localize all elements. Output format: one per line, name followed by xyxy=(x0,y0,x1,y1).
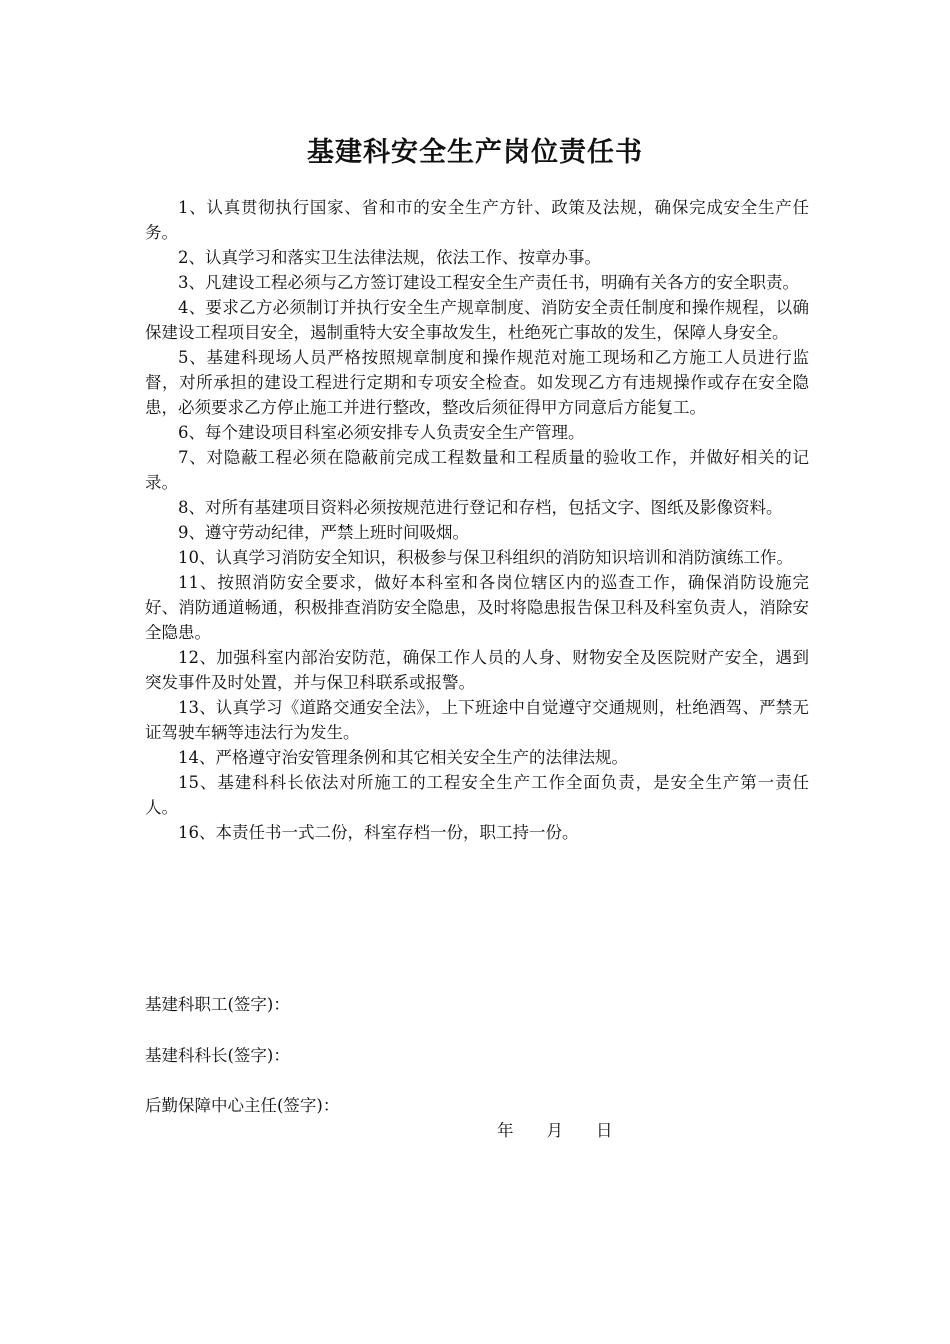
list-item: 7、对隐蔽工程必须在隐蔽前完成工程数量和工程质量的验收工作，并做好相关的记录。 xyxy=(145,448,809,492)
list-item: 9、遵守劳动纪律，严禁上班时间吸烟。 xyxy=(178,523,469,542)
list-item: 8、对所有基建项目资料必须按规范进行登记和存档，包括文字、图纸及影像资料。 xyxy=(178,498,783,517)
list-item: 13、认真学习《道路交通安全法》，上下班途中自觉遵守交通规则，杜绝酒驾、严禁无证驾驶车辆等违法行为发生。 xyxy=(145,698,809,742)
list-item: 11、按照消防安全要求，做好本科室和各岗位辖区内的巡查工作，确保消防设施完好、消防通道畅通，积极排查消防安全隐患，及时将隐患报告保卫科及科室负责人，消除安全隐患。 xyxy=(145,573,809,642)
staff-signature-label: 基建科职工(签字)： xyxy=(145,995,290,1014)
director-signature-label: 后勤保障中心主任(签字)： xyxy=(145,1096,340,1115)
responsibility-list xyxy=(145,195,809,845)
list-item: 14、严格遵守治安管理条例和其它相关安全生产的法律法规。 xyxy=(178,748,628,767)
date-line: 年 月 日 xyxy=(497,1121,613,1140)
list-item: 4、要求乙方必须制订并执行安全生产规章制度、消防安全责任制度和操作规程，以确保建设工程项目安全，遏制重特大安全事故发生，杜绝死亡事故的发生，保障人身安全。 xyxy=(145,298,809,342)
list-item: 12、加强科室内部治安防范，确保工作人员的人身、财物安全及医院财产安全，遇到突发事件及时处置，并与保卫科联系或报警。 xyxy=(145,648,809,692)
list-item: 3、凡建设工程必须与乙方签订建设工程安全生产责任书，明确有关各方的安全职责。 xyxy=(178,273,799,292)
list-item: 1、认真贯彻执行国家、省和市的安全生产方针、政策及法规，确保完成安全生产任务。 xyxy=(145,198,809,242)
list-item: 15、基建科科长依法对所施工的工程安全生产工作全面负责，是安全生产第一责任人。 xyxy=(145,773,809,817)
document-title: 基建科安全生产岗位责任书 xyxy=(307,137,643,168)
list-item: 2、认真学习和落实卫生法律法规，依法工作、按章办事。 xyxy=(178,248,601,267)
list-item: 16、本责任书一式二份，科室存档一份，职工持一份。 xyxy=(178,823,579,842)
list-item: 5、基建科现场人员严格按照规章制度和操作规范对施工现场和乙方施工人员进行监督，对所承担的建设工程进行定期和专项安全检查。如发现乙方有违规操作或存在安全隐患，必须要求乙方停止施工并进行整改，整改后须征得甲方同意后方能复工。 xyxy=(145,348,809,417)
chief-signature-label: 基建科科长(签字)： xyxy=(145,1046,290,1065)
list-item: 10、认真学习消防安全知识，积极参与保卫科组织的消防知识培训和消防演练工作。 xyxy=(178,548,793,567)
list-item: 6、每个建设项目科室必须安排专人负责安全生产管理。 xyxy=(178,423,585,442)
